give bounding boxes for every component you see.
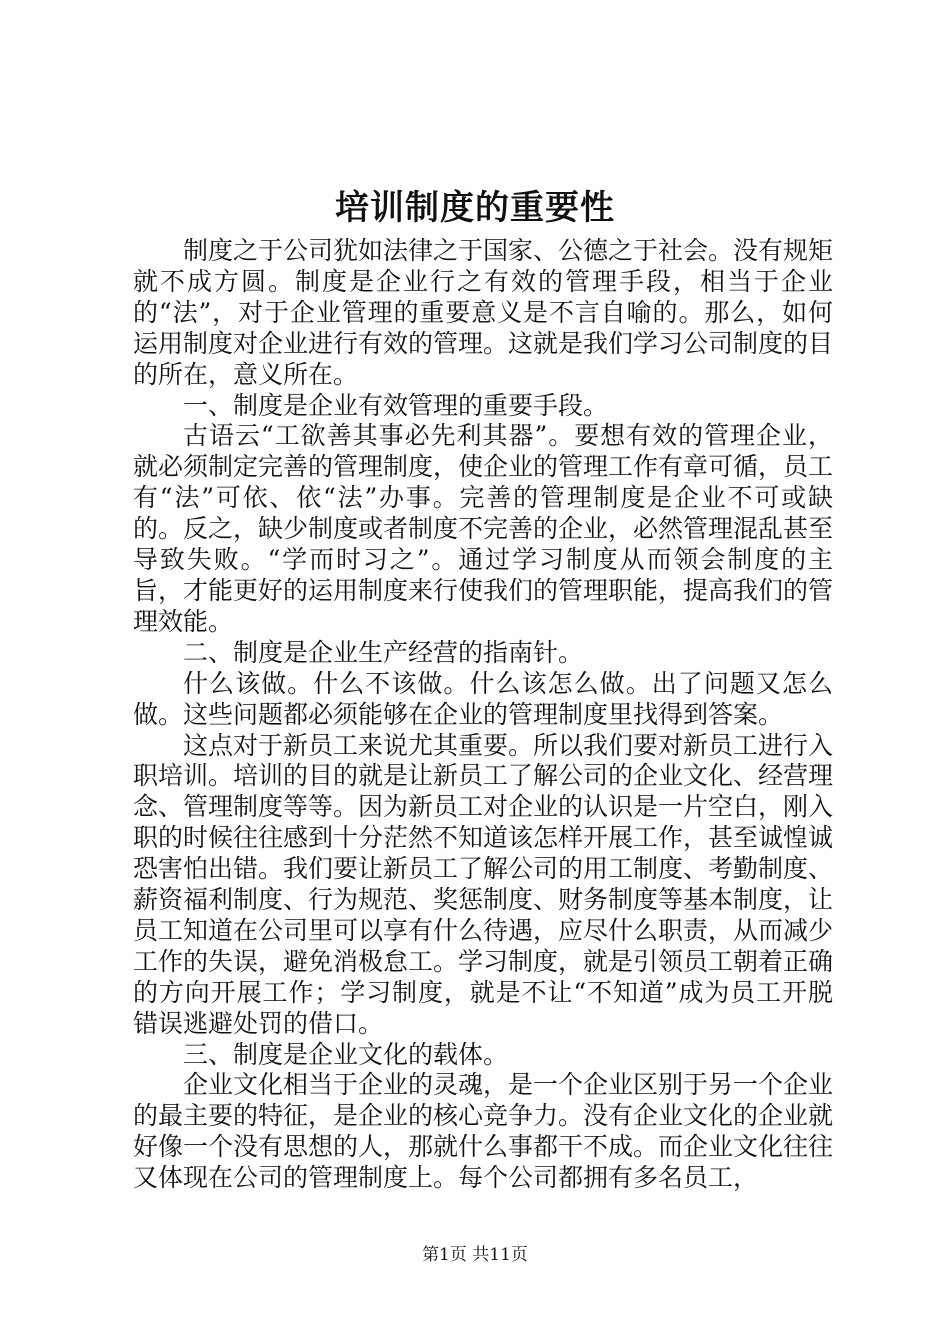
paragraph: 什么该做。什么不该做。什么该怎么做。出了问题又怎么做。这些问题都必须能够在企业的管理制度里找得到答案。 (133, 668, 833, 729)
section-heading: 三、制度是企业文化的载体。 (183, 1039, 509, 1069)
paragraph: 古语云“工欲善其事必先利其器”。要想有效的管理企业，就必须制定完善的管理制度，使企业的管理工作有章可循，员工有“法”可依、依“法”办事。完善的管理制度是企业不可或缺的。反之，缺少制度或者制度不完善的企业，必然管理混乱甚至导致失败。“学而时习之”。通过学习制度从而领会制度的主旨，才能更好的运用制度来行使我们的管理职能，提高我们的管理效能。 (133, 421, 834, 636)
document-title: 培训制度的重要性 (335, 188, 615, 228)
page-footer: 第1页 共11页 (422, 1245, 528, 1265)
section-heading: 一、制度是企业有效管理的重要手段。 (183, 390, 609, 420)
paragraph: 制度之于公司犹如法律之于国家、公德之于社会。没有规矩就不成方圆。制度是企业行之有效的管理手段，相当于企业的“法”，对于企业管理的重要意义是不言自喻的。那么，如何运用制度对企业进行有效的管理。这就是我们学习公司制度的目的所在，意义所在。 (133, 236, 834, 389)
paragraph: 企业文化相当于企业的灵魂，是一个企业区别于另一个企业的最主要的特征，是企业的核心竞争力。没有企业文化的企业就好像一个没有思想的人，那就什么事都干不成。而企业文化往往又体现在公司的管理制度上。每个公司都拥有多名员工， (133, 1070, 834, 1193)
paragraph: 这点对于新员工来说尤其重要。所以我们要对新员工进行入职培训。培训的目的就是让新员工了解公司的企业文化、经营理念、管理制度等等。因为新员工对企业的认识是一片空白，刚入职的时候往往感到十分茫然不知道该怎样开展工作，甚至诚惶诚恐害怕出错。我们要让新员工了解公司的用工制度、考勤制度、薪资福利制度、行为规范、奖惩制度、财务制度等基本制度，让员工知道在公司里可以享有什么待遇，应尽什么职责，从而减少工作的失误，避免消极怠工。学习制度，就是引领员工朝着正确的方向开展工作；学习制度，就是不让“不知道”成为员工开脱错误逃避处罚的借口。 (133, 730, 834, 1038)
document-body (133, 236, 833, 1194)
section-heading: 二、制度是企业生产经营的指南针。 (183, 637, 584, 667)
